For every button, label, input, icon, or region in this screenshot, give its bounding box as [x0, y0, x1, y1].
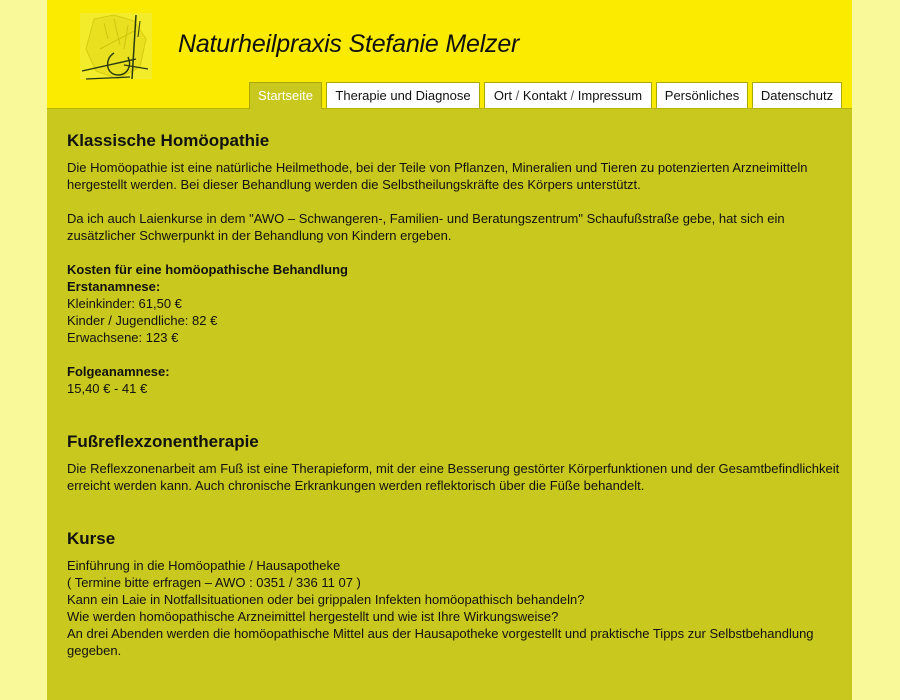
- tab-ort-kontakt-impressum[interactable]: [484, 82, 652, 108]
- tab-ort-label: Ort: [493, 88, 512, 103]
- tab-startseite[interactable]: Startseite: [249, 82, 322, 109]
- site-title: Naturheilpraxis Stefanie Melzer: [178, 30, 520, 58]
- kurse-line: ( Termine bitte erfragen – AWO : 0351 / 336 11 07 ): [67, 575, 361, 590]
- folgeanamnese-label: Folgeanamnese:: [67, 364, 170, 379]
- tab-separator: /: [515, 88, 520, 103]
- main-content: [67, 131, 842, 659]
- kurse-line: An drei Abenden werden die homöopathische Mittel aus der Hausapotheke vorgestellt und praktische Tipps zur Selbstbehandlung gegeben.: [67, 626, 814, 658]
- kosten-title: Kosten für eine homöopathische Behandlung: [67, 262, 348, 277]
- tab-separator: /: [570, 88, 575, 103]
- price-erwachsene: Erwachsene: 123 €: [67, 330, 179, 345]
- tab-kontakt-label: Kontakt: [522, 88, 567, 103]
- price-kleinkinder: Kleinkinder: 61,50 €: [67, 296, 182, 311]
- page-wrapper: [47, 0, 852, 700]
- homoeopathie-kinder: Da ich auch Laienkurse in dem "AWO – Schwangeren-, Familien- und Beratungszentrum" Schaufußstraße gebe, hat sich ein zusätzlicher Schwerpunkt in der Behandlung von Kindern ergeben.: [67, 211, 785, 243]
- fussreflex-text: Die Reflexzonenarbeit am Fuß ist eine Therapieform, mit der eine Besserung gestörter Körperfunktionen und der Gesamtbefindlichkeit erreicht werden kann. Auch chronische Erkrankungen werden reflektorisch über die Füße behandelt.: [67, 461, 840, 493]
- leaf-sketch-logo-icon[interactable]: [74, 9, 160, 85]
- tab-impressum-label: Impressum: [577, 88, 643, 103]
- kurse-line: Kann ein Laie in Notfallsituationen oder bei grippalen Infekten homöopathisch behandeln?: [67, 592, 585, 607]
- tab-persoenliches[interactable]: Persönliches: [656, 82, 748, 108]
- price-kinder-jugendliche: Kinder / Jugendliche: 82 €: [67, 313, 218, 328]
- erstanamnese-label: Erstanamnese:: [67, 279, 161, 294]
- homoeopathie-intro: Die Homöopathie ist eine natürliche Heilmethode, bei der Teile von Pflanzen, Mineralien und Tieren zu potenzierten Arzneimitteln hergestellt werden. Bei dieser Behandlung werden die Selbstheilungskräfte des Körpers unterstützt.: [67, 160, 808, 192]
- folgeanamnese-price: 15,40 € - 41 €: [67, 381, 148, 396]
- section-title-kurse: Kurse: [67, 529, 116, 548]
- site-header: [47, 0, 852, 109]
- tab-datenschutz[interactable]: Datenschutz: [752, 82, 842, 108]
- kurse-line: Wie werden homöopathische Arzneimittel hergestellt und wie ist Ihre Wirkungsweise?: [67, 609, 559, 624]
- section-title-fussreflex: Fußreflexzonentherapie: [67, 432, 259, 451]
- tab-therapie-und-diagnose[interactable]: Therapie und Diagnose: [326, 82, 480, 108]
- kurse-line: Einführung in die Homöopathie / Hausapotheke: [67, 558, 341, 573]
- section-title-homoeopathie: Klassische Homöopathie: [67, 131, 270, 150]
